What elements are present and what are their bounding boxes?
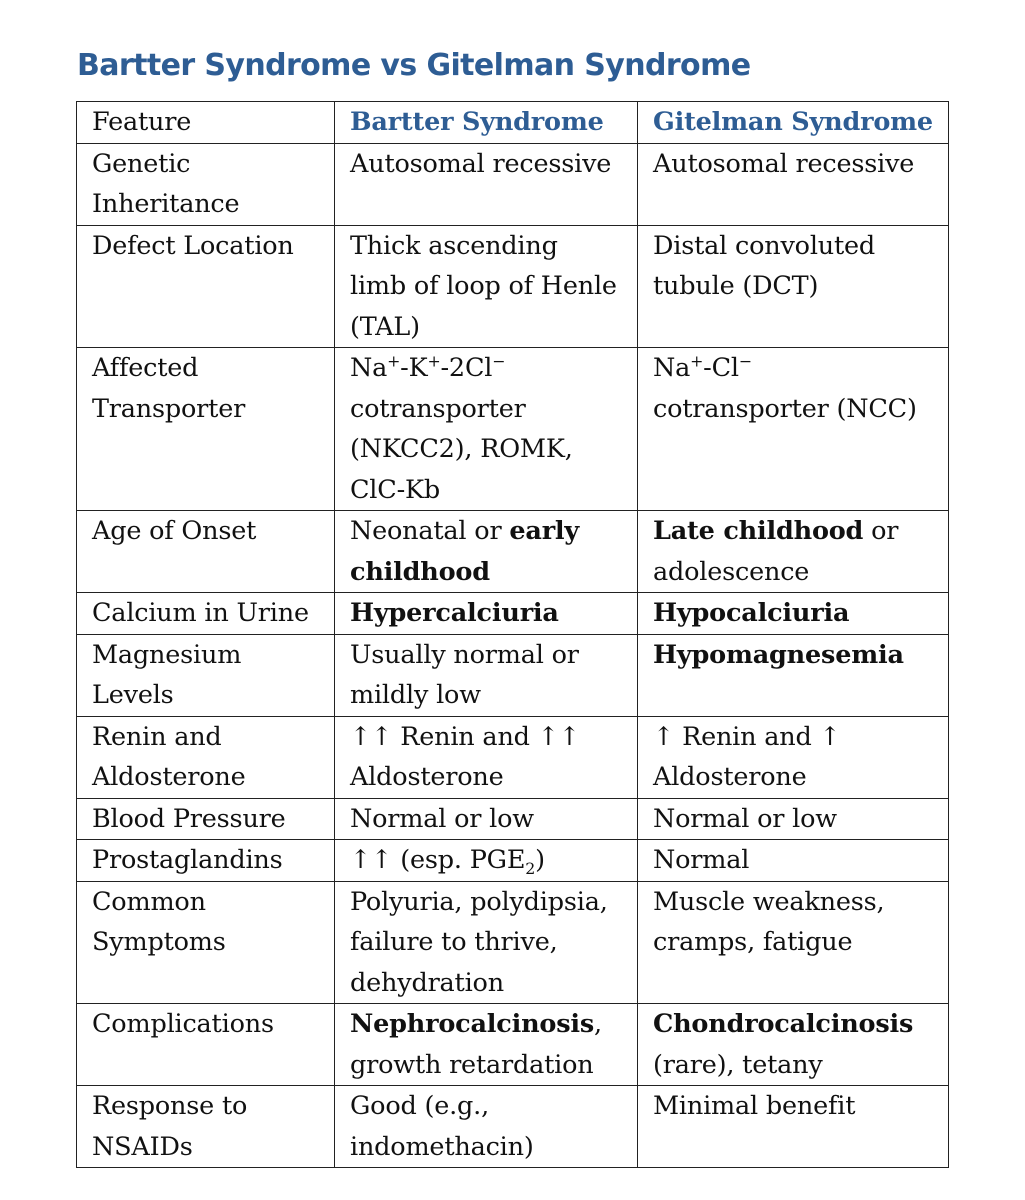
bartter-cell: Polyuria, polydipsia, failure to thrive, dehydration bbox=[335, 881, 638, 1004]
bartter-cell: ↑↑ (esp. $PGE_2$) bbox=[335, 840, 638, 882]
table-row bbox=[77, 1004, 949, 1086]
gitelman-cell: Minimal benefit bbox=[638, 1086, 949, 1168]
gitelman-cell: Late childhood or adolescence bbox=[638, 511, 949, 593]
bartter-cell: Good (e.g., indomethacin) bbox=[335, 1086, 638, 1168]
table-row bbox=[77, 143, 949, 225]
header-gitelman: Gitelman Syndrome bbox=[638, 102, 949, 144]
table-row bbox=[77, 634, 949, 716]
table-row bbox=[77, 1086, 949, 1168]
bartter-cell: Neonatal or early childhood bbox=[335, 511, 638, 593]
feature-cell: Renin and Aldosterone bbox=[77, 716, 335, 798]
bartter-cell: Thick ascending limb of loop of Henle (TAL) bbox=[335, 225, 638, 348]
table-row bbox=[77, 511, 949, 593]
feature-cell: Calcium in Urine bbox=[77, 593, 335, 635]
gitelman-cell: ↑ Renin and ↑ Aldosterone bbox=[638, 716, 949, 798]
comparison-table bbox=[76, 101, 949, 1168]
bartter-cell: Usually normal or mildly low bbox=[335, 634, 638, 716]
table-row bbox=[77, 798, 949, 840]
bartter-cell: Na+-K+-2Cl− cotransporter (NKCC2), ROMK, ClC-Kb bbox=[335, 348, 638, 511]
page-title: Bartter Syndrome vs Gitelman Syndrome bbox=[77, 48, 751, 83]
gitelman-cell: Autosomal recessive bbox=[638, 143, 949, 225]
feature-cell: Response to NSAIDs bbox=[77, 1086, 335, 1168]
table-row bbox=[77, 225, 949, 348]
feature-cell: Blood Pressure bbox=[77, 798, 335, 840]
table-row bbox=[77, 716, 949, 798]
feature-cell: Complications bbox=[77, 1004, 335, 1086]
table-row bbox=[77, 881, 949, 1004]
gitelman-cell: Hypomagnesemia bbox=[638, 634, 949, 716]
feature-cell: Magnesium Levels bbox=[77, 634, 335, 716]
feature-cell: Defect Location bbox=[77, 225, 335, 348]
bartter-cell: Normal or low bbox=[335, 798, 638, 840]
feature-cell: Genetic Inheritance bbox=[77, 143, 335, 225]
table-row bbox=[77, 840, 949, 882]
bartter-cell: Hypercalciuria bbox=[335, 593, 638, 635]
feature-cell: Prostaglandins bbox=[77, 840, 335, 882]
feature-cell: Common Symptoms bbox=[77, 881, 335, 1004]
header-feature: Feature bbox=[77, 102, 335, 144]
bartter-cell: Autosomal recessive bbox=[335, 143, 638, 225]
bartter-cell: ↑↑ Renin and ↑↑ Aldosterone bbox=[335, 716, 638, 798]
feature-cell: Affected Transporter bbox=[77, 348, 335, 511]
header-bartter: Bartter Syndrome bbox=[335, 102, 638, 144]
gitelman-cell: Normal or low bbox=[638, 798, 949, 840]
table-row bbox=[77, 593, 949, 635]
gitelman-cell: Chondrocalcinosis (rare), tetany bbox=[638, 1004, 949, 1086]
gitelman-cell: Distal convoluted tubule (DCT) bbox=[638, 225, 949, 348]
gitelman-cell: Normal bbox=[638, 840, 949, 882]
bartter-cell: Nephrocalcinosis, growth retardation bbox=[335, 1004, 638, 1086]
feature-cell: Age of Onset bbox=[77, 511, 335, 593]
gitelman-cell: Na+-Cl− cotransporter (NCC) bbox=[638, 348, 949, 511]
gitelman-cell: Muscle weakness, cramps, fatigue bbox=[638, 881, 949, 1004]
gitelman-cell: Hypocalciuria bbox=[638, 593, 949, 635]
table-row bbox=[77, 348, 949, 511]
table-header-row bbox=[77, 102, 949, 144]
